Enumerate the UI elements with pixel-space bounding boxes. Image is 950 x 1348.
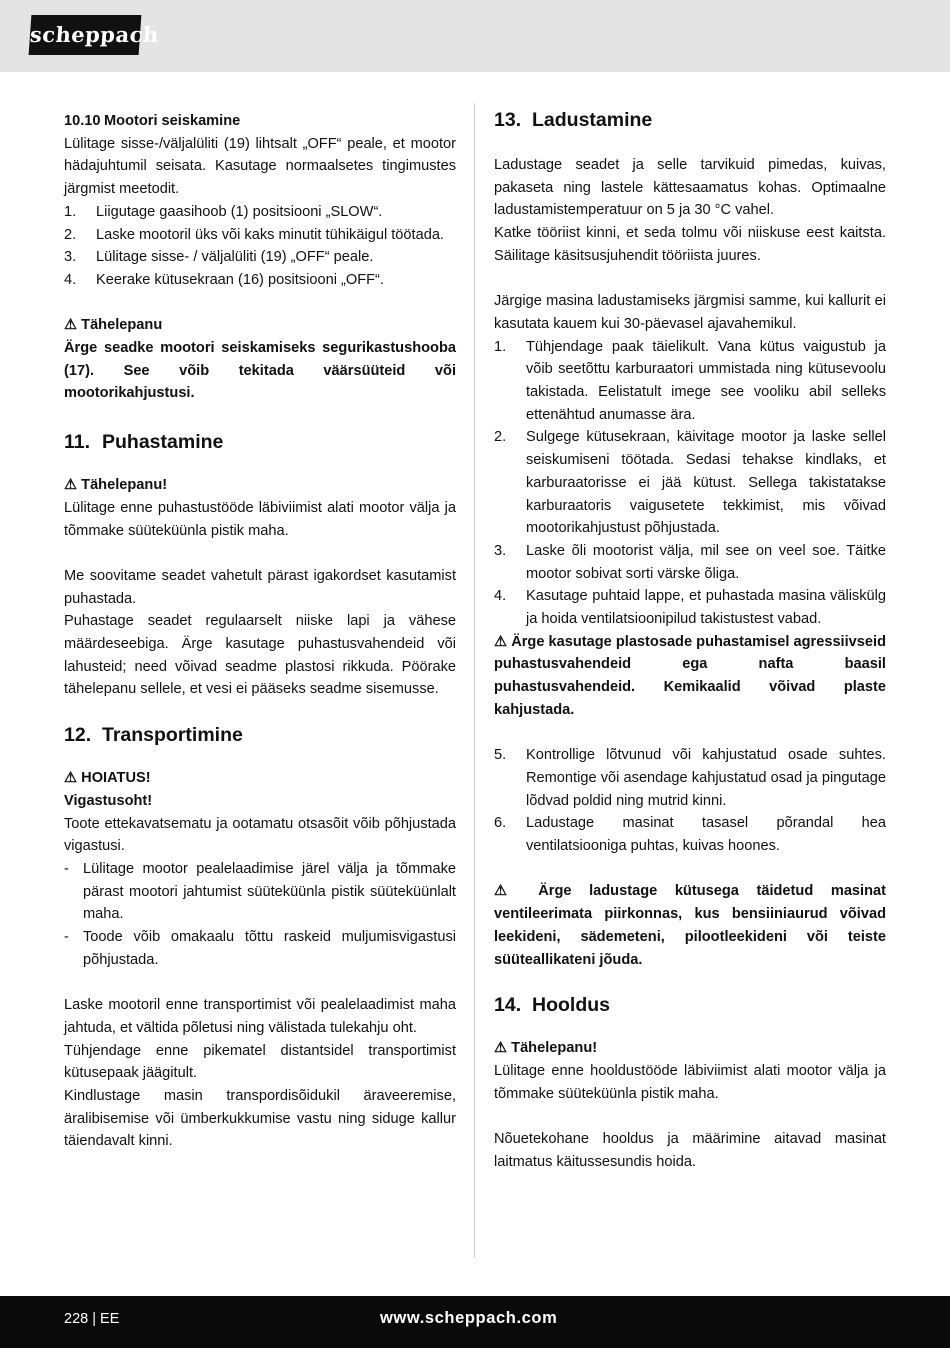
section-number: 10.10 [64, 113, 101, 129]
list-item: 6. Ladustage masinat tasasel põrandal hea ventilatsiooniga puhtas, kuivas hoones. [494, 815, 886, 855]
paragraph: Laske mootoril enne transportimist või pealelaadimist maha jahtuda, et vältida põletusi ning välistada tulekahju oht. [64, 997, 456, 1036]
scheppach-logo: scheppach [29, 15, 142, 55]
page-number: 228 | EE [64, 1311, 120, 1327]
numbered-list [64, 201, 456, 292]
warning-triangle-icon: ⚠ [64, 770, 78, 787]
warning-triangle-icon: ⚠ [494, 1040, 508, 1057]
paragraph: Lülitage enne hooldustööde läbiviimist alati mootor välja ja tõmmake süüteküünla pistik maha. [494, 1062, 886, 1102]
paragraph: Kindlustage masin transpordisõidukil äraveeremise, äralibisemise või ümberkukkumise vastu ning siduge kallur täiendavalt kinni. [64, 1087, 456, 1150]
list-item: 4. Kasutage puhtaid lappe, et puhastada masina väliskülg ja hoida ventilatsioonipilud takistustest vabad. [494, 588, 886, 628]
warning-text: Ärge seadke mootori seiskamiseks segurikastushooba (17). See võib tekitada väärsüüteid või mootorikahjustusi. [64, 340, 456, 402]
list-item: 3. Laske õli mootorist välja, mil see on veel soe. Täitke mootor sobivat sorti värske õliga. [494, 542, 886, 582]
warning-title: ⚠ Tähelepanu! [494, 1040, 598, 1057]
section-13-heading: 13. Ladustamine [494, 109, 653, 131]
paragraph: Tühjendage enne pikematel distantsidel transportimist kütusepaak jäägitult. [64, 1042, 456, 1082]
warning-triangle-icon: ⚠ [494, 633, 508, 650]
list-item: 3. Lülitage sisse- / väljalüliti (19) „OFF“ peale. [64, 249, 374, 266]
list-item: 2. Sulgege kütusekraan, käivitage mootor ja laske sellel seiskumiseni töötada. Sedasi tehakse kindlaks, et karburaatorisse ei jää kütust. Sellega takistatakse karburaatoris vaigusetete tekkimist, mis võivad mootorikahjustust põhjustada. [494, 429, 886, 537]
warning-title: ⚠ Tähelepanu! [64, 477, 168, 494]
warning-text: ⚠ Ärge ladustage kütusega täidetud masinat ventileerimata piirkonnas, kus bensiiniaurud võivad leekideni, sädemeteni, pilootleekideni või teiste süüteallikateni jõuda. [494, 883, 886, 968]
list-item: 4. Keerake kütusekraan (16) positsiooni „OFF“. [64, 271, 384, 288]
section-12-heading: 12. Transportimine [64, 724, 243, 747]
paragraph: Ladustage seadet ja selle tarvikuid pimedas, kuivas, pakaseta ning lastele kättesaamatus kohas. Optimaalne ladustamistemperatuur on 5 ja 30 °C vahel. [494, 157, 886, 219]
warning-triangle-icon: ⚠ [64, 317, 78, 334]
list-item: 1. Liigutage gaasihoob (1) positsiooni „SLOW“. [64, 203, 383, 220]
section-title: Mootori seiskamine [104, 113, 241, 129]
paragraph: Lülitage sisse-/väljalüliti (19) lihtsalt „OFF“ peale, et mootor hädajuhtumil seisata. Kasutage normaalsetes tingimustes järgmist meetodit. [64, 135, 456, 198]
right-column [494, 106, 886, 1173]
list-item: 2. Laske mootoril üks või kaks minutit tühikäigul töötada. [64, 226, 444, 243]
warning-subtitle: Vigastusoht! [64, 792, 153, 809]
page-header [0, 0, 950, 72]
paragraph: Nõuetekohane hooldus ja määrimine aitavad masinat laitmatus käitussesundis hoida. [494, 1131, 886, 1170]
paragraph: Me soovitame seadet vahetult pärast igakordset kasutamist puhastada. [64, 567, 456, 607]
website-link[interactable]: www.scheppach.com [380, 1309, 558, 1327]
paragraph: Järgige masina ladustamiseks järgmisi samme, kui kallurit ei kasutata kauem kui 30-päevasel ajavahemikul. [494, 293, 886, 332]
numbered-list [494, 744, 886, 858]
section-14-heading: 14. Hooldus [494, 994, 610, 1017]
list-item: - Lülitage mootor pealelaadimise järel välja ja tõmmake pärast mootori jahtumist süüteküünla pistik süüteküünlalt maha. [64, 860, 456, 923]
warning-title: ⚠ HOIATUS! [64, 770, 151, 787]
list-item: 1. Tühjendage paak täielikult. Vana kütus vaigustub ja võib seetõttu karburaatori ummistada ning kütusevoolu takistada. Eelistatult imege see vooliku abil selleks ettenähtud anumasse ära. [494, 338, 886, 423]
section-11-heading: 11. Puhastamine [64, 431, 224, 454]
column-divider [474, 103, 475, 1258]
paragraph: Katke tööriist kinni, et seda tolmu või niiskuse eest kaitsta. Säilitage käsitsusjuhendit tööriista juures. [494, 225, 886, 264]
list-item: 5. Kontrollige lõtvunud või kahjustatud osade suhtes. Remontige või asendage kahjustatud osad ja pingutage lõdvad poldid ning mutrid kinni. [494, 747, 886, 809]
page-footer [0, 1296, 950, 1348]
paragraph: Lülitage enne puhastustööde läbiviimist alati mootor välja ja tõmmake süüteküünla pistik maha. [64, 499, 456, 539]
warning-triangle-icon: ⚠ [64, 477, 78, 494]
warning-triangle-icon: ⚠ [494, 883, 521, 900]
warning-title: ⚠ Tähelepanu [64, 317, 163, 334]
left-column [64, 110, 456, 1153]
paragraph: Puhastage seadet regulaarselt niiske lapi ja vähese määrdeseebiga. Ärge kasutage puhastusvahendeid või lahusteid; need võivad seadme plastosi rikkuda. Pöörake tähelepanu sellele, et vesi ei pääseks seadme sisemusse. [64, 613, 456, 698]
section-10-10-heading [64, 110, 456, 133]
bullet-list [64, 858, 456, 972]
warning-text: ⚠ Ärge kasutage plastosade puhastamisel agressiivseid puhastusvahendeid ega nafta baasil puhastusvahendeid. Kemikaalid võivad plaste kahjustada. [494, 633, 886, 718]
numbered-list [494, 336, 886, 631]
paragraph: Toote ettekavatsematu ja ootamatu otsasõit võib põhjustada vigastusi. [64, 815, 456, 855]
list-item: - Toode võib omakaalu tõttu raskeid muljumisvigastusi põhjustada. [64, 929, 456, 968]
